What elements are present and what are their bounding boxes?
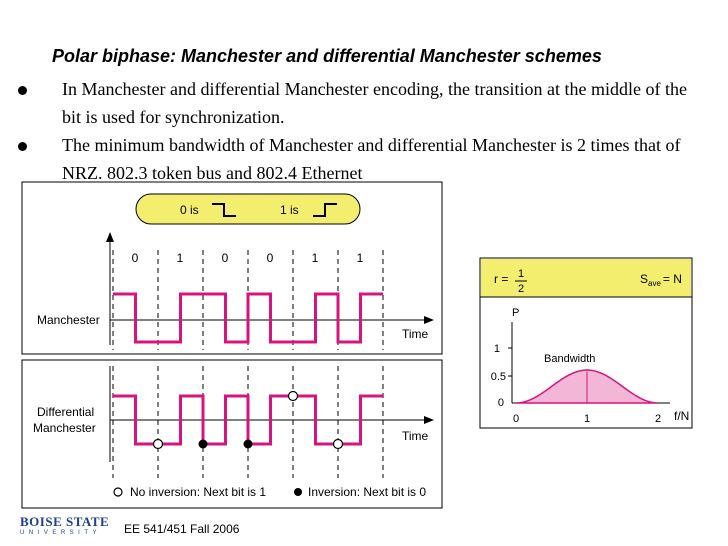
bullet-text: The minimum bandwidth of Manchester and differential Manchester is 2 times that of NRZ. 802.3 token bus and 802.4 Ethernet xyxy=(62,135,681,183)
x-arrow-icon xyxy=(424,316,434,324)
inversion-marker-icon xyxy=(294,488,302,496)
bandwidth-header xyxy=(481,259,691,297)
y-tick-label: 1 xyxy=(493,343,500,355)
encoding-legend xyxy=(136,194,360,224)
y-tick-label: 0.5 xyxy=(490,371,506,383)
bit-label: 1 xyxy=(311,251,319,265)
manchester-label: Manchester xyxy=(37,313,100,327)
y-arrow-icon xyxy=(106,232,114,242)
manchester-waveform xyxy=(113,294,383,342)
bullet-text: In Manchester and differential Manchester encoding, the transition at the middle of the bit is used for synchronization. xyxy=(62,79,687,127)
inversion-marker-icon xyxy=(199,440,208,449)
time-label: Time xyxy=(402,327,429,341)
ratio-numerator: 1 xyxy=(518,268,525,280)
x-tick-label: 2 xyxy=(654,413,662,425)
zero-is-label: 0 is xyxy=(180,203,199,217)
one-is-label: 1 is xyxy=(280,203,299,217)
bit-label: 0 xyxy=(131,251,139,265)
x-arrow-icon xyxy=(424,416,434,424)
bit-label: 1 xyxy=(176,251,184,265)
slide-title: Polar biphase: Manchester and differential Manchester schemes xyxy=(52,46,602,66)
time-label: Time xyxy=(402,429,429,443)
no-inversion-marker-icon xyxy=(334,440,343,449)
bit-label: 0 xyxy=(221,251,229,265)
differential-label: Manchester xyxy=(33,421,96,435)
no-inversion-marker-icon xyxy=(114,488,122,496)
x-tick-label: 1 xyxy=(583,413,591,425)
no-inversion-marker-icon xyxy=(289,392,298,401)
inversion-label: Inversion: Next bit is 0 xyxy=(308,485,427,499)
bandwidth-label: Bandwidth xyxy=(544,353,596,365)
logo-line-2: UNIVERSITY xyxy=(20,530,102,536)
inversion-marker-icon xyxy=(244,440,253,449)
frequency-axis-label: f/N xyxy=(674,409,690,423)
bit-label: 1 xyxy=(356,251,364,265)
y-tick-label: 0 xyxy=(497,397,504,409)
power-axis-label: P xyxy=(512,307,520,319)
logo-line-1: BOISE STATE xyxy=(20,514,110,529)
bit-label: 0 xyxy=(266,251,274,265)
x-tick-label: 0 xyxy=(512,413,520,425)
ratio-denominator: 2 xyxy=(518,283,525,295)
footer-course: EE 541/451 Fall 2006 xyxy=(124,522,240,536)
no-inversion-label: No inversion: Next bit is 1 xyxy=(130,485,267,499)
save-label: $S_{ave} = N$ xyxy=(640,272,682,288)
ratio-label: r = xyxy=(494,272,509,286)
no-inversion-marker-icon xyxy=(154,440,163,449)
university-logo xyxy=(20,514,110,542)
differential-label: Differential xyxy=(37,405,95,419)
